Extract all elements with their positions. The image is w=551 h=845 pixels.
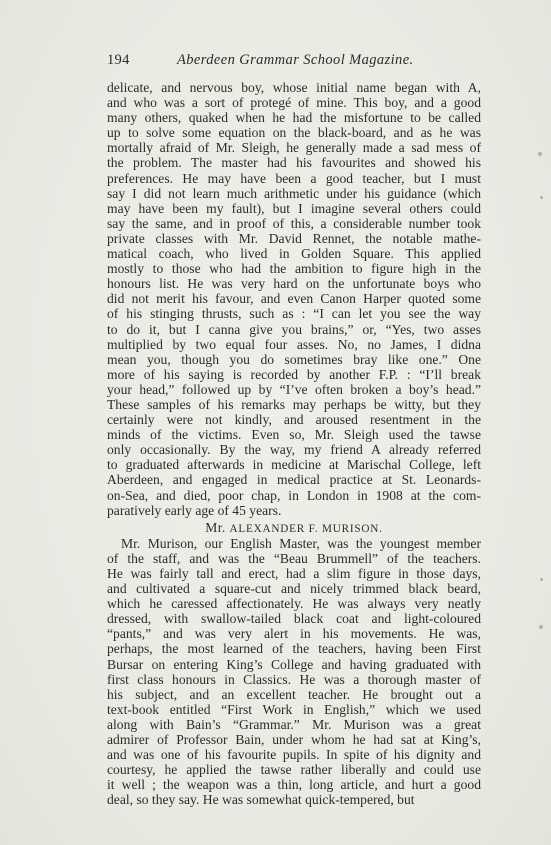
text-line: multiplied by two equal four asses. No, no James, I didna	[107, 336, 481, 352]
paragraph-sleigh	[107, 80, 481, 518]
text-line: and cultivated a square-cut and nicely trimmed black beard,	[107, 581, 481, 597]
text-line: did not merit his favour, and even Canon Harper quoted some	[107, 291, 481, 307]
text-line: certainly were not kindly, and aroused resentment in the	[107, 412, 481, 428]
text-line: deal, so they say. He was somewhat quick-tempered, but	[107, 792, 415, 808]
text-line: He was fairly tall and erect, had a slim figure in those days,	[107, 566, 481, 581]
scan-speck	[538, 152, 542, 156]
text-line: say I did not learn much arithmetic under his guidance (which	[107, 185, 481, 201]
text-line: mortally afraid of Mr. Sleigh, he generally made a sad mess of	[107, 140, 481, 156]
section-heading	[107, 520, 481, 535]
text-line: perhaps, the most learned of the teachers, having been First	[107, 641, 481, 657]
scan-speck	[539, 625, 543, 629]
text-line: first class honours in Classics. He was a thorough master of	[107, 671, 481, 687]
text-line: private classes with Mr. David Rennet, the notable mathe-	[107, 230, 481, 246]
text-line: and who was a sort of protegé of mine. This boy, and a good	[107, 95, 481, 111]
text-line: paratively early age of 45 years.	[107, 502, 282, 518]
text-line: minds of the victims. Even so, Mr. Sleigh used the tawse	[107, 427, 481, 443]
text-line: of his stinging thrusts, such as : “I can let you see the way	[107, 306, 481, 322]
section-heading-name: ALEXANDER F. MURISON.	[229, 522, 383, 535]
text-line: more of his saying is recorded by another F.P. : “I’ll break	[107, 366, 481, 382]
text-line: the problem. The master had his favourites and showed his	[107, 155, 481, 171]
running-title: Aberdeen Grammar School Magazine.	[177, 52, 414, 68]
text-line: which he caressed affectionately. He was always very neatly	[107, 596, 481, 612]
text-line: Bursar on entering King’s College and having graduated with	[107, 656, 481, 672]
text-line: only occasionally. By the way, my friend A already referred	[107, 442, 481, 458]
text-line: it well ; the weapon was a thin, long article, and hurt a good	[107, 777, 481, 793]
scan-speck	[540, 196, 543, 199]
text-line: to do it, but I canna give you brains,” or, “Yes, two asses	[107, 321, 481, 337]
text-line: admirer of Professor Bain, under whom he had sat at King’s,	[107, 732, 481, 748]
scan-speck	[540, 578, 543, 581]
text-line: delicate, and nervous boy, whose initial name began with A,	[107, 80, 481, 95]
page-header	[107, 52, 477, 72]
text-line: These samples of his remarks may perhaps be witty, but they	[107, 396, 481, 412]
text-line: many others, quaked when he had the misfortune to be called	[107, 110, 481, 126]
text-line: to graduated afterwards in medicine at Marischal College, left	[107, 457, 481, 473]
text-line: matical coach, who lived in Golden Square. This applied	[107, 246, 481, 262]
text-line: honours list. He was very hard on the unfortunate boys who	[107, 276, 481, 292]
paragraph-murison	[107, 536, 481, 808]
text-line: preferences. He may have been a good teacher, but I must	[107, 170, 481, 186]
text-line: his subject, and an excellent teacher. He brought out a	[107, 686, 481, 702]
text-line: may have been my fault), but I imagine several others could	[107, 200, 481, 216]
text-line: Aberdeen, and engaged in medical practice at St. Leonards-	[107, 472, 481, 488]
page-number: 194	[107, 52, 130, 68]
text-line: your head,” followed up by “I’ve often broken a boy’s head.”	[107, 381, 481, 397]
section-heading-prefix: Mr.	[205, 519, 230, 535]
body-text	[107, 80, 481, 808]
text-line: on-Sea, and died, poor chap, in London in 1908 at the com-	[107, 487, 481, 503]
text-line: of the staff, and was the “Beau Brummell” of the teachers.	[107, 550, 481, 566]
text-line: courtesy, he applied the tawse rather liberally and could use	[107, 762, 481, 778]
text-line: “pants,” and was very alert in his movements. He was,	[107, 626, 481, 642]
text-line: up to solve some equation on the black-board, and as he was	[107, 125, 481, 141]
text-line: say the same, and in proof of this, a considerable number took	[107, 215, 481, 231]
text-line: text-book entitled “First Work in English,” which we used	[107, 701, 481, 717]
text-line: dressed, with swallow-tailed black coat and light-coloured	[107, 611, 481, 627]
text-line: Mr. Murison, our English Master, was the youngest member	[121, 535, 481, 551]
text-line: mean you, though you do sometimes bray like one.” One	[107, 351, 481, 367]
text-line: and was one of his favourite pupils. In spite of his dignity and	[107, 747, 481, 763]
text-line: mostly to those who had the ambition to figure high in the	[107, 261, 481, 277]
text-line: along with Bain’s “Grammar.” Mr. Murison was a great	[107, 716, 481, 732]
